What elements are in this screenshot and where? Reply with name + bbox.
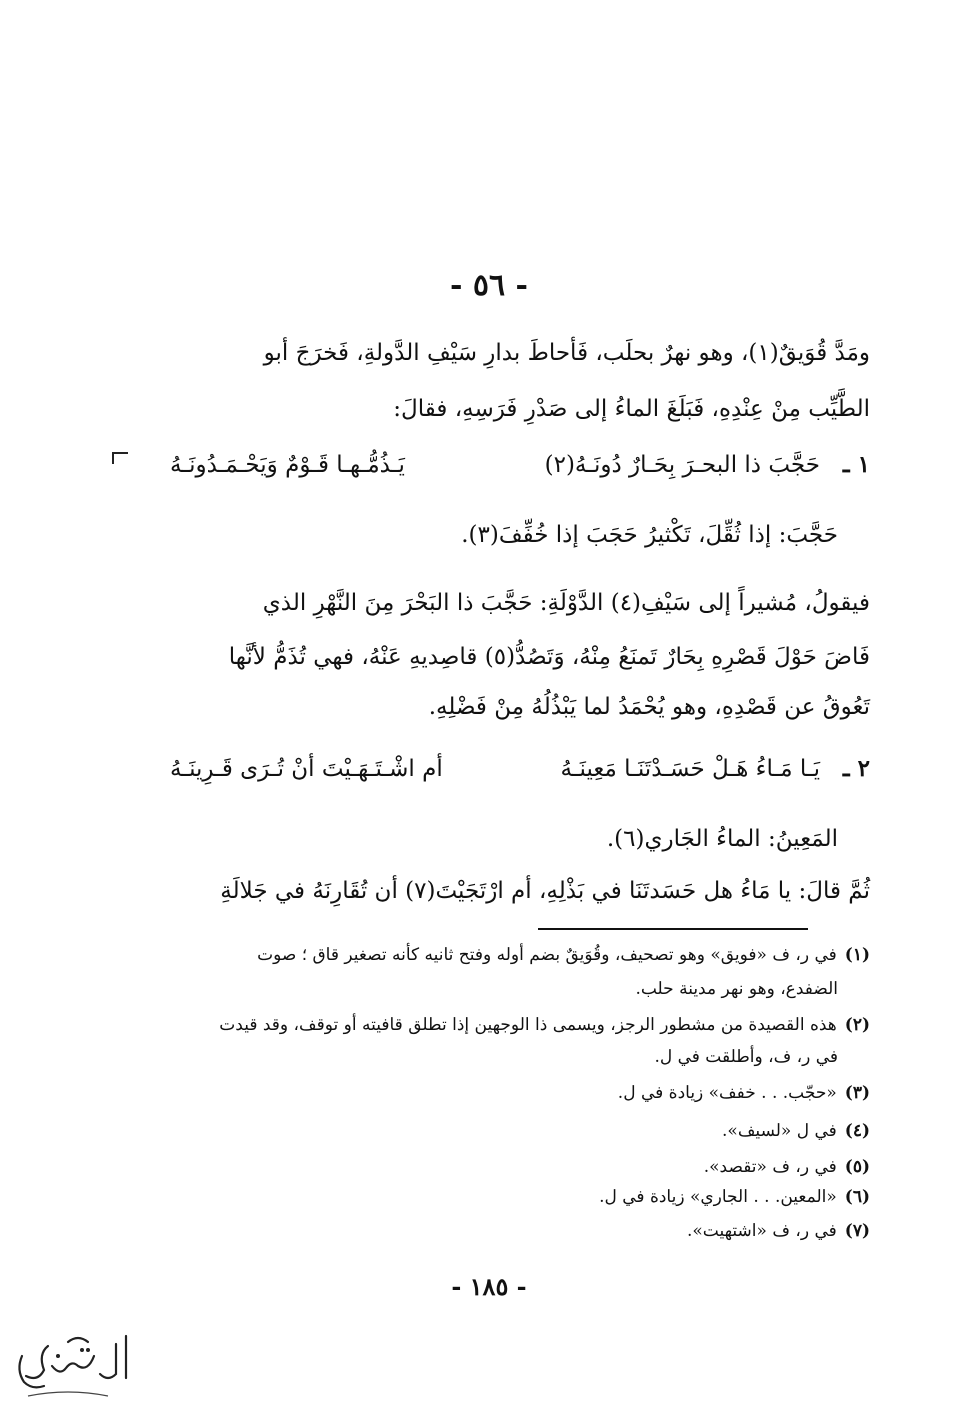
footnote-text: في ر، ف «تقصد». <box>703 1157 837 1177</box>
gloss-1: حَجَّبَ: إذا ثُقِّلَ، تَكْثيرُ حَجَبَ إذا خُفِّفَ(٣). <box>461 522 838 548</box>
section-number: - ٥٦ - <box>449 268 529 303</box>
footnote-1 <box>170 942 870 968</box>
footnote-text: «حجّب. . . خفف» زيادة في ل. <box>617 1083 837 1103</box>
footnote-number: (٤) <box>844 1121 870 1141</box>
footnote-number: (١) <box>844 945 870 965</box>
paragraph-2-line-3: تَعُوقُ عن قَصْدِهِ، وهو يُحْمَدُ لما يَبْذُلُهُ مِنْ فَضْلِهِ. <box>428 694 870 720</box>
footnote-number: (٣) <box>844 1083 870 1103</box>
footnote-number: (٥) <box>844 1157 870 1177</box>
verse-number: ٢ ـ <box>842 755 870 782</box>
footnote-4 <box>170 1118 870 1144</box>
footnote-2 <box>170 1012 870 1038</box>
page-number: - ١٨٥ - <box>451 1272 527 1301</box>
library-calligraphy-logo-icon <box>8 1326 138 1406</box>
footnote-number: (٦) <box>844 1187 870 1207</box>
footnote-number: (٧) <box>844 1221 870 1241</box>
footnote-text: في ر، ف «اشتهيت». <box>686 1221 837 1241</box>
footnote-1-continued: الضفدع، وهو نهر مدينة حلب. <box>635 979 838 999</box>
corner-bracket-mark <box>112 452 128 464</box>
verse-1-first-hemistich: حَجَّبَ ذا البحـرَ بِحَـارٌ دُونَـهُ(٢) <box>544 452 820 478</box>
footnote-6 <box>170 1184 870 1210</box>
footnote-text: في ر، ف «فويق» وهو تصحيف، وقُوَيقٌ بضم أوله وفتح ثانيه كأنه تصغير قاق ؛ صوت <box>257 945 837 965</box>
paragraph-1-line-1: ومَدَّ قُوَيقٌ(١)، وهو نهرٌ بحلَب، فَأحاطَ بدارِ سَيْفِ الدَّولةِ، فَخرَجَ أبو <box>263 340 870 366</box>
paragraph-3-line-1: ثُمَّ قالَ: يا مَاءُ هل حَسَدتَنَا في بَذْلِهِ، أم ارْتَجَيْتَ(٧) أن تُقَارِنَهُ في جَلالَةِ <box>220 878 870 904</box>
paragraph-2-line-1: فيقولُ، مُشيراً إلى سَيْفِ(٤) الدَّوْلَةِ: حَجَّبَ ذا البَحْرَ مِنَ النَّهْرِ الذي <box>262 590 870 616</box>
gloss-2: المَعِينُ: الماءُ الجَاري(٦). <box>606 826 838 852</box>
paragraph-1-line-2: الطَّيِّب مِنْ عِنْدِهِ، فَبَلَغَ الماءُ إلى صَدْرِ فَرَسِهِ، فقالَ: <box>393 396 870 422</box>
verse-number: ١ ـ <box>842 451 870 478</box>
footnote-5 <box>170 1154 870 1180</box>
footnote-separator <box>538 928 808 930</box>
footnote-text: في ل «لسيف». <box>722 1121 837 1141</box>
verse-2-second-hemistich: أم اشْـتَـهَـيْتَ أنْ تُـرَى قَـرِينَـهُ <box>170 756 443 782</box>
verse-1-second-hemistich: يَـذُمُّـهـا قَـوْمٌ وَيَحْـمَـدُونَـهُ <box>170 452 405 478</box>
footnote-3 <box>170 1080 870 1106</box>
footnote-number: (٢) <box>844 1015 870 1035</box>
footnote-text: هذه القصيدة من مشطور الرجز، ويسمى ذا الوجهين إذا تطلق قافيته أو توقف، وقد قيدت <box>219 1015 837 1035</box>
footnote-text: «المعين. . . الجاري» زيادة في ل. <box>599 1187 837 1207</box>
footnote-2-continued: في ر، ف، وأطلقت في ل. <box>654 1047 838 1067</box>
footnote-7 <box>170 1218 870 1244</box>
verse-2-first-hemistich: يَـا مَـاءُ هَـلْ حَسَـدْتَنَـا مَعِينَـهُ <box>560 756 820 782</box>
paragraph-2-line-2: فَاضَ حَوْلَ قَصْرِهِ بِحَارٌ تَمنَعُ مِنْهُ، وَتَصُدُّ(٥) قاصِديهِ عَنْهُ، فهي تُذَمُّ لأنَّها <box>228 644 870 670</box>
